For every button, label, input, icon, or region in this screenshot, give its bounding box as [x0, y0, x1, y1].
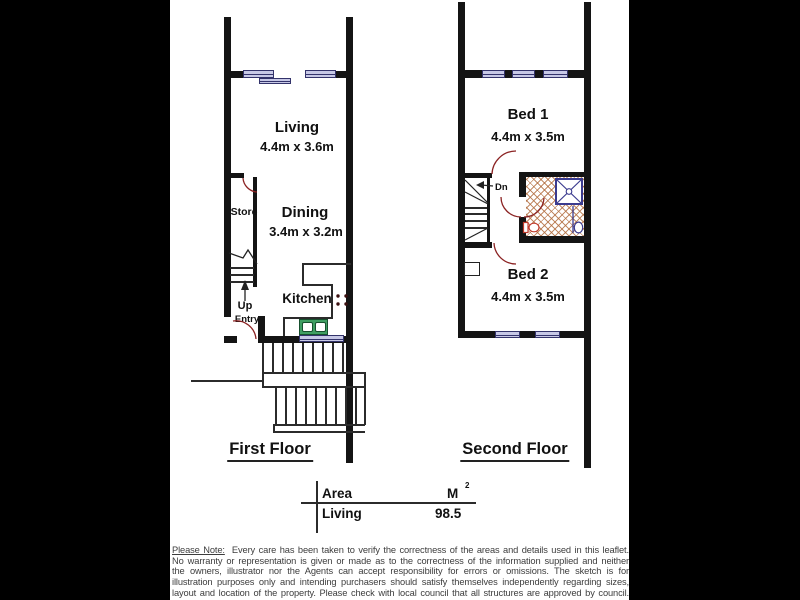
stair-tread: [465, 213, 487, 215]
room-label-store: Store: [230, 206, 258, 218]
plan-title-second-floor: Second Floor: [460, 440, 569, 462]
landing-line: [262, 386, 366, 388]
stair-tread: [230, 274, 254, 276]
wall: [535, 70, 543, 78]
disclaimer-line: layout and location of the property. Please check with local council that all structures are approved by council.: [172, 587, 629, 598]
wall: [458, 331, 591, 338]
door-label-entry: Entry: [234, 314, 260, 325]
stair-tread: [465, 220, 487, 222]
kitchen-window: [299, 335, 344, 342]
room-dims-bed1: 4.4m x 3.5m: [491, 129, 565, 144]
window: [259, 78, 291, 84]
wall: [346, 17, 353, 463]
stair-tread: [325, 387, 327, 424]
stair-edge: [275, 387, 277, 424]
room-dims-dining: 3.4m x 3.2m: [269, 224, 343, 239]
room-label-bed1: Bed 1: [507, 106, 549, 123]
sink-bowl: [302, 322, 313, 332]
stair-tread: [465, 207, 487, 209]
room-label-living: Living: [274, 119, 320, 136]
table-header-unit-sup: 2: [465, 481, 470, 490]
stair-tread: [285, 387, 287, 424]
window: [535, 331, 560, 338]
kitchen-bench-line: [302, 284, 333, 286]
stair-tread: [230, 281, 254, 283]
stair-tread: [465, 227, 487, 229]
room-dims-living: 4.4m x 3.6m: [260, 139, 334, 154]
wall-notch: [464, 262, 480, 276]
room-label-kitchen: Kitchen: [282, 291, 332, 306]
window: [305, 70, 336, 78]
kitchen-bench-line: [302, 263, 304, 286]
disclaimer-line: illustration purposes only and intending purchasers should satisfy themselves independently regarding sizes,: [172, 576, 629, 587]
stair-tread: [345, 387, 347, 424]
wall: [458, 70, 482, 78]
stair-base-line: [273, 424, 365, 426]
stair-tread: [335, 387, 337, 424]
stair-base-line: [273, 431, 365, 433]
room-dims-bed2: 4.4m x 3.5m: [491, 289, 565, 304]
stair-label-up: Up: [237, 300, 253, 312]
landing-line: [262, 372, 366, 374]
stair-tread: [230, 267, 254, 269]
wall: [224, 17, 231, 317]
plan-title-first-floor: First Floor: [227, 440, 313, 462]
window: [482, 70, 505, 78]
window: [495, 331, 520, 338]
stair-tread: [305, 387, 307, 424]
stair-label-dn: Dn: [495, 182, 508, 193]
wall: [584, 2, 591, 468]
wall-stair: [487, 178, 490, 242]
table-row-label: Living: [322, 506, 362, 521]
window: [543, 70, 568, 78]
stair-tread: [312, 343, 314, 372]
wall: [458, 2, 465, 338]
wall: [231, 71, 243, 78]
disclaimer-line: the owners, illustrator nor the Agents can accept responsibility for errors or omissions. The sketch is for: [172, 566, 629, 577]
stair-tread: [355, 387, 357, 424]
stair-edge: [262, 343, 264, 372]
table-row-value: 98.5: [435, 506, 462, 521]
stair-tread: [322, 343, 324, 372]
shower: [555, 178, 583, 205]
room-label-dining: Dining: [281, 204, 329, 221]
wall: [231, 173, 244, 178]
wall-bathroom: [519, 172, 526, 197]
wall: [458, 242, 492, 248]
stair-tread: [302, 343, 304, 372]
disclaimer-lead: Please Note:: [172, 545, 225, 555]
disclaimer-line: [172, 545, 629, 556]
stair-tread: [315, 387, 317, 424]
kitchen-bench-line: [302, 263, 351, 265]
kitchen-bench-line: [283, 317, 285, 336]
wall: [336, 71, 346, 78]
stair-tread: [295, 387, 297, 424]
room-label-bed2: Bed 2: [507, 266, 549, 283]
disclaimer-line: No warranty or representation is given or made as to the correctness of the information supplied and neither: [172, 555, 629, 566]
stair-tread: [342, 343, 344, 372]
deck-line: [191, 380, 262, 382]
sink-bowl: [315, 322, 326, 332]
disclaimer: [172, 545, 629, 598]
landing-line: [262, 372, 264, 386]
wall: [568, 70, 584, 78]
wall: [505, 70, 512, 78]
stair-tread: [272, 343, 274, 372]
wall-store: [253, 177, 257, 287]
table-header-unit: M: [447, 486, 459, 501]
stair-tread: [332, 343, 334, 372]
window: [512, 70, 535, 78]
stair-tread: [292, 343, 294, 372]
table-header-area: Area: [322, 486, 353, 501]
landing-line: [364, 372, 366, 425]
stair-tread: [282, 343, 284, 372]
table-line-vertical: [316, 481, 318, 533]
wall-bathroom: [519, 236, 591, 243]
wall: [224, 336, 237, 343]
window: [243, 70, 274, 78]
stair-base-line: [273, 424, 275, 432]
table-line-horizontal: [301, 502, 476, 504]
disclaimer-text: Every care has been taken to verify the correctness of the areas and details used in this leaflet.: [231, 545, 629, 555]
